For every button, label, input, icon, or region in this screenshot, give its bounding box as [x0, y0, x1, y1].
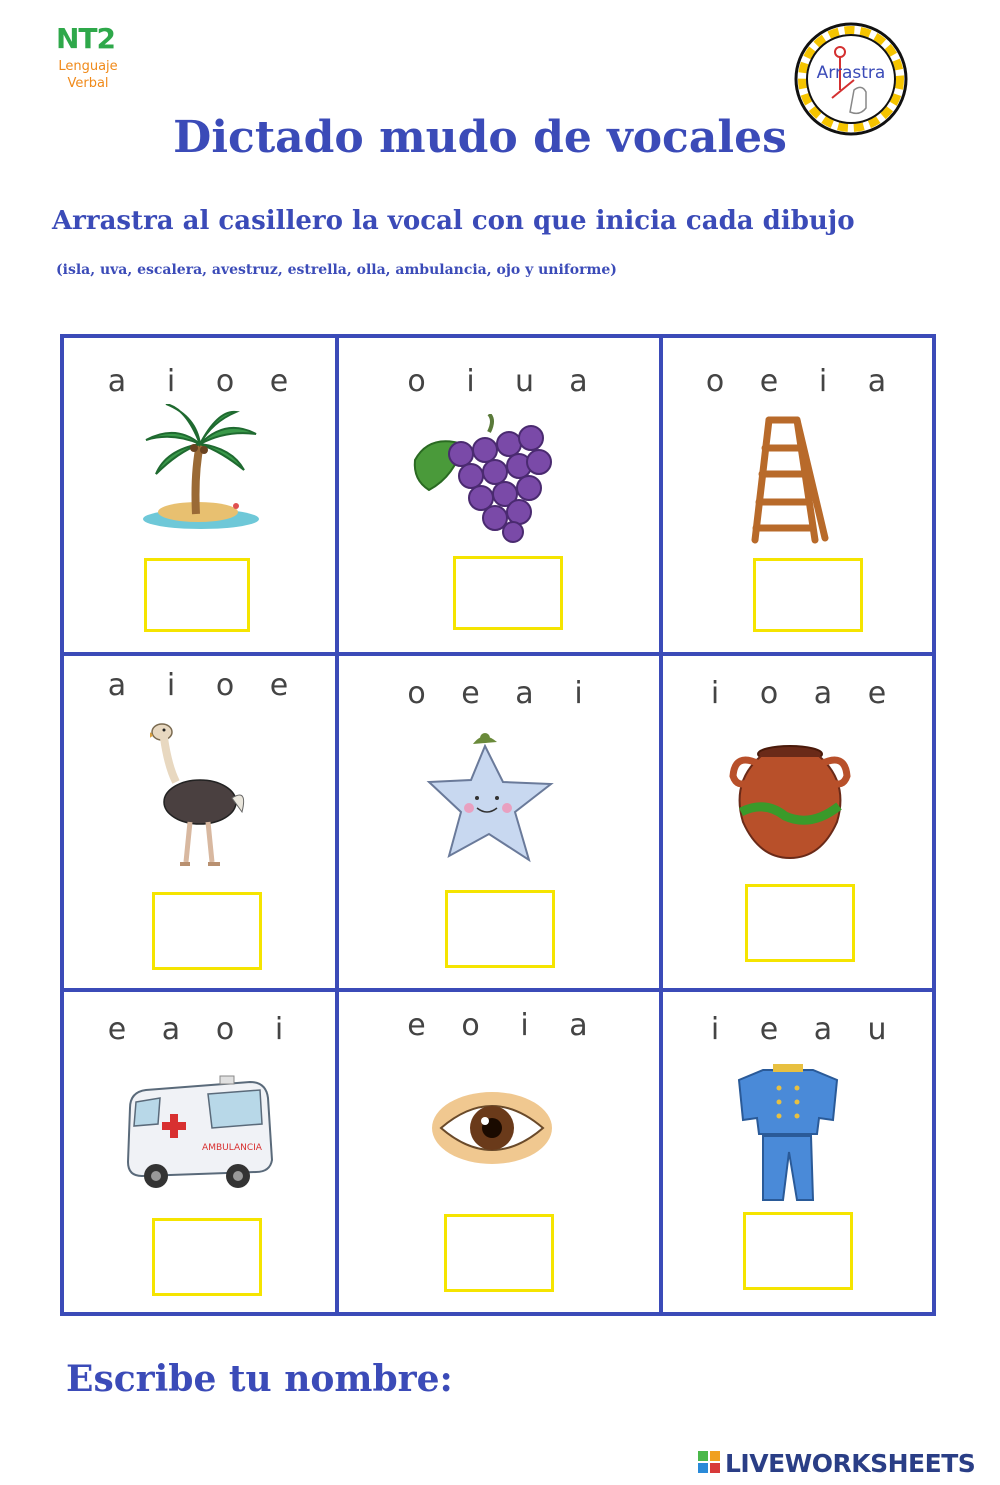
vowel-option[interactable]: i — [710, 676, 723, 711]
answer-dropbox[interactable] — [445, 890, 555, 968]
cell-ambulancia — [64, 992, 335, 1312]
vowel-option[interactable]: o — [461, 1008, 483, 1043]
answer-dropbox[interactable] — [152, 892, 262, 970]
cell-ojo — [339, 992, 659, 1312]
vowel-options — [64, 364, 335, 399]
vowel-option[interactable]: i — [520, 1008, 532, 1043]
vowel-option[interactable]: e — [867, 676, 890, 711]
vowel-option[interactable]: e — [269, 364, 292, 399]
vowel-option[interactable]: e — [107, 1012, 130, 1047]
vowel-option[interactable]: o — [407, 676, 429, 711]
star-icon — [423, 732, 559, 868]
vowel-option[interactable]: e — [269, 668, 292, 703]
ambulance-icon — [120, 1072, 280, 1192]
vowel-options — [339, 364, 659, 399]
vowel-option[interactable]: a — [161, 1012, 184, 1047]
vowel-option[interactable]: o — [215, 1012, 238, 1047]
cell-uniforme — [663, 992, 932, 1312]
ostrich-icon — [150, 722, 250, 872]
vowel-option[interactable]: e — [407, 1008, 429, 1043]
vowel-option[interactable]: i — [466, 364, 478, 399]
answer-dropbox[interactable] — [745, 884, 855, 962]
vowel-option[interactable]: a — [813, 676, 836, 711]
vowel-grid — [60, 334, 936, 1316]
island-icon — [136, 404, 266, 534]
vowel-options — [339, 1008, 659, 1043]
vowel-option[interactable]: o — [705, 364, 728, 399]
answer-dropbox[interactable] — [743, 1212, 853, 1290]
vowel-option[interactable]: i — [166, 668, 179, 703]
vowel-option[interactable]: a — [813, 1012, 836, 1047]
vowel-option[interactable]: a — [569, 1008, 591, 1043]
cell-estrella — [339, 656, 659, 988]
ladder-icon — [735, 410, 835, 546]
vowel-option[interactable]: i — [274, 1012, 287, 1047]
answer-dropbox[interactable] — [453, 556, 563, 630]
vowel-option[interactable]: a — [107, 668, 130, 703]
vowel-option[interactable]: i — [710, 1012, 723, 1047]
name-prompt: Escribe tu nombre: — [66, 1358, 453, 1400]
uniform-icon — [733, 1060, 843, 1206]
vowel-option[interactable]: u — [514, 364, 537, 399]
vowel-option[interactable]: a — [515, 676, 537, 711]
level-label: NT2 — [56, 22, 116, 55]
vowel-option[interactable]: u — [867, 1012, 890, 1047]
ambulance-label: AMBULANCIA — [202, 1143, 262, 1153]
vowel-option[interactable]: o — [215, 668, 238, 703]
word-list-hint: (isla, uva, escalera, avestruz, estrella, olla, ambulancia, ojo y uniforme) — [56, 262, 617, 278]
answer-dropbox[interactable] — [144, 558, 250, 632]
cell-escalera — [663, 338, 932, 652]
vowel-option[interactable]: i — [818, 364, 831, 399]
vowel-options — [64, 668, 335, 703]
page-title: Dictado mudo de vocales — [173, 112, 787, 163]
vowel-option[interactable]: a — [107, 364, 130, 399]
grapes-icon — [409, 414, 559, 544]
cell-olla — [663, 656, 932, 988]
instruction-text: Arrastra al casillero la vocal con que inicia cada dibujo — [52, 206, 855, 236]
vowel-option[interactable]: a — [867, 364, 890, 399]
vowel-option[interactable]: i — [574, 676, 586, 711]
pot-icon — [725, 742, 855, 862]
cell-avestruz — [64, 656, 335, 988]
vowel-options — [663, 1012, 932, 1047]
vowel-options — [663, 364, 932, 399]
answer-dropbox[interactable] — [152, 1218, 262, 1296]
vowel-option[interactable]: e — [461, 676, 483, 711]
vowel-option[interactable]: o — [407, 364, 429, 399]
vowel-options — [64, 1012, 335, 1047]
eye-icon — [429, 1088, 555, 1168]
vowel-option[interactable]: e — [759, 1012, 782, 1047]
vowel-option[interactable]: i — [166, 364, 179, 399]
liveworksheets-icon — [698, 1451, 722, 1475]
vowel-options — [663, 676, 932, 711]
vowel-option[interactable]: o — [759, 676, 782, 711]
subject-label: Lenguaje Verbal — [58, 59, 118, 91]
answer-dropbox[interactable] — [753, 558, 863, 632]
cell-isla — [64, 338, 335, 652]
badge-label: Arrastra — [816, 63, 886, 83]
vowel-options — [339, 676, 659, 711]
liveworksheets-logo — [698, 1448, 975, 1478]
vowel-option[interactable]: a — [569, 364, 591, 399]
answer-dropbox[interactable] — [444, 1214, 554, 1292]
vowel-option[interactable]: o — [215, 364, 238, 399]
cell-uva — [339, 338, 659, 652]
brand-text: LIVEWORKSHEETS — [725, 1448, 976, 1478]
vowel-option[interactable]: e — [759, 364, 782, 399]
